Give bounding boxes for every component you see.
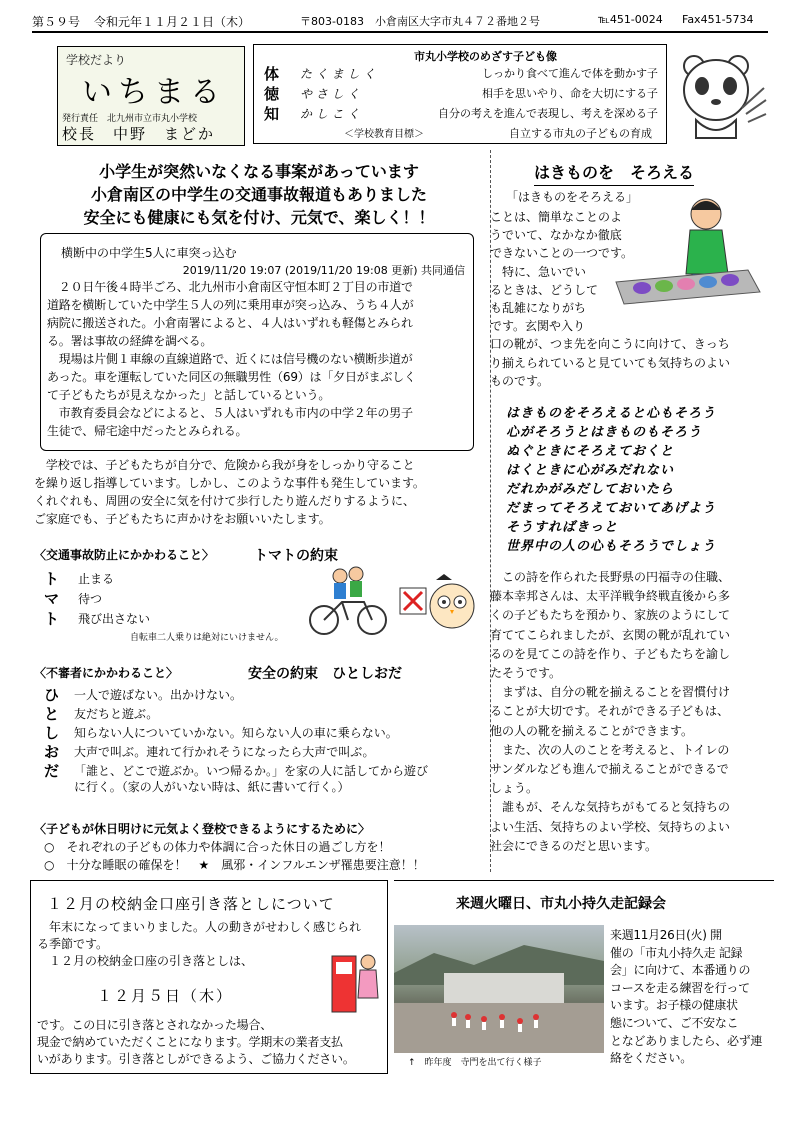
vision-word: か し こ く [300,107,360,121]
tomato-key: マ [44,590,60,608]
hakimono-commentary [490,568,772,856]
marathon-line: 催の「市丸小持久走 記録 [610,945,743,960]
school-message [34,456,480,528]
anzen-value: 一人で遊ばない。出かけない。 [74,688,243,702]
headline-line-2: 小倉南区の中学生の交通事故報道もありました [90,185,427,204]
main-headline [36,160,482,229]
intro-line: 特に、急いでい [490,264,587,279]
payment-line: です。この日に引き落とされなかった場合、 [37,1018,273,1032]
commentary-line: たそうです。 [490,666,562,681]
holiday-label: 〈子どもが休日明けに元気よく登校できるようにするために〉 [34,822,371,836]
no-sign-icon [398,586,428,616]
news-byline: 2019/11/20 19:07 (2019/11/20 19:08 更新) 共同通信 [182,264,465,277]
commentary-line: 育ててこられましたが、玄関の靴が乱れてい [490,627,731,642]
tel-number: ℡451-0024 [598,13,663,26]
payment-line: 年末になってまいりました。人の動きがせわしく感じられ [37,920,362,934]
boy-arranging-shoes-icon [612,196,764,314]
photo-caption: ↑ 昨年度 寺門を出て行く様子 [408,1058,542,1068]
poem-line: だまってそろえておいてあげよう [506,501,717,516]
school-vision-box [253,44,667,144]
school-address: 〒803-0183 小倉南区大字市丸４７２番地２号 [300,15,540,28]
poem-line: ぬぐときにそろえておくと [506,444,675,459]
commentary-line: 藤本幸邦さんは、太平洋戦争終戦直後から多 [490,589,731,604]
vision-char: 知 [264,105,280,123]
news-line: あった。車を運転していた同区の無職男性（69）は「夕日がまぶしく [47,370,416,384]
school-goal: 自立する市丸の子どもの育成 [509,127,652,140]
intro-line: できないことの一つです。 [490,246,634,261]
hakimono-poem [506,404,776,556]
news-article-box [40,233,474,451]
holiday-section [34,820,484,876]
mascot-icon [676,48,768,144]
vision-desc: 自分の考えを進んで表現し、考えを深める子 [438,107,658,120]
owl-mascot-icon [426,572,478,632]
masthead-info [32,13,768,29]
anzen-key: だ [44,762,60,780]
marathon-title: 来週火曜日、市丸小持久走記録会 [456,896,666,912]
commentary-line: まずは、自分の靴を揃えることを習慣付け [490,685,731,700]
tomato-note: 自転車二人乗りは絶対にいけません。 [130,633,284,643]
poem-line: はくときに心がみだれない [506,463,675,478]
safety-promise-section [34,664,484,820]
commentary-line: 他の人の靴を揃えることができます。 [490,723,694,738]
intro-line: ものです。 [490,373,550,388]
anzen-cont: に行く。（家の人がいない時は、紙に書いて行く。） [74,780,350,794]
tomato-key: ト [44,570,60,588]
headline-line-3: 安全にも健康にも気を付け、元気で、楽しく！！ [83,208,435,227]
marathon-line: 会」に向けて、本番通りの [610,963,751,978]
tomato-label: 〈交通事故防止にかかわること〉 [34,548,215,562]
vision-heading: 市丸小学校のめざす子ども像 [414,50,557,63]
news-line: る。署は事故の経緯を調べる。 [47,334,213,348]
holiday-line-2: ○ 十分な睡眠の確保を！ ★ 風邪・インフルエンザ罹患要注意！！ [44,858,425,872]
marathon-line: となどありましたら、必ず連 [610,1033,763,1048]
principal-name: 校長 中野 まどか [62,125,216,143]
news-line: 市教育委員会などによると、５人はいずれも市内の中学２年の男子 [47,406,413,420]
anzen-key: し [44,724,60,742]
newsletter-title-box [57,46,245,146]
holiday-line-1: ○ それぞれの子どもの体力や体調に合った休日の過ごし方を！ [44,840,391,854]
commentary-line: サンダルなども進んで揃えることができるで [490,762,729,777]
message-line: 学校では、子どもたちが自分で、危険から我が身をしっかり守ること [34,458,415,472]
runners-photo [394,925,604,1053]
intro-line: り揃えられていると見ていても気持ちのよい [490,355,731,370]
title-kicker: 学校だより [66,53,127,67]
payment-date: １２月５日（木） [97,987,234,1005]
commentary-line: くの子どもたちを預かり、家族のようにして [490,608,731,623]
anzen-value: 友だちと遊ぶ。 [74,707,159,721]
fax-number: Fax451-5734 [682,13,754,26]
poem-line: だれかがみだしておいたら [506,482,675,497]
commentary-line: よい生活、気持ちのよい学校、気持ちのよい [490,819,731,834]
intro-line: も乱雑になりがち [490,301,587,316]
issue-date: 令和元年１１月２１日（木） [94,15,251,29]
news-line: ２０日午後４時半ごろ、北九州市小倉南区守恒本町２丁目の市道で [47,280,413,294]
tomato-value: 飛び出さない [78,612,151,626]
vision-word: や さ し く [300,87,360,101]
intro-line: 口の靴が、つま先を向こうに向けて、きっち [490,337,730,352]
commentary-line: るのを見てこの詩を作り、子どもたちを諭し [490,646,731,661]
poem-line: はきものをそろえると心もそろう [506,406,717,421]
poem-line: そうすればきっと [506,520,619,535]
news-body [47,278,471,440]
payment-line: いがあります。引き落としができるよう、ご協力ください。 [37,1052,355,1066]
headline-line-1: 小学生が突然いなくなる事案があっています [99,162,419,181]
marathon-line: います。お子様の健康状 [610,998,738,1013]
anzen-key: と [44,705,60,723]
marathon-box [394,880,774,1073]
goal-label: ＜学校教育目標＞ [344,129,424,140]
vision-char: 体 [264,65,280,83]
tomato-key: ト [44,610,60,628]
publisher-label: 発行責任 北九州市立市丸小学校 [62,114,198,124]
news-line: 現場は片側１車線の直線道路で、近くには信号機のない横断歩道が [47,352,413,366]
news-title: 横断中の中学生5人に車突っ込む [61,246,237,260]
vision-word: た く ま し く [300,67,376,81]
vision-desc: しっかり食べて進んで体を動かす子 [482,67,658,80]
kids-on-bicycle-icon [306,566,390,638]
vision-desc: 相手を思いやり、命を大切にする子 [482,87,658,100]
tomato-value: 待つ [78,592,103,606]
newsletter-name: いちまる [82,75,226,110]
message-line: を繰り返し指導しています。しかし、このような事件も発生しています。 [34,476,425,490]
marathon-line: 態について、ご不安なこ [610,1015,739,1030]
anzen-key: お [44,743,60,761]
anzen-value: 大声で叫ぶ。連れて行かれそうになったら大声で叫ぶ。 [74,745,375,759]
hakimono-title: はきものを そろえる [534,160,694,186]
tomato-value: 止まる [78,572,115,586]
atm-icon [330,950,382,1014]
commentary-line: しょう。 [490,781,539,796]
intro-line: ことは、簡単なことのよ [490,210,623,224]
anzen-key: ひ [44,686,60,704]
news-line: て子どもたちが見えなかった」と話しているという。 [47,388,331,402]
anzen-value: 知らない人についていかない。知らない人の車に乗らない。 [74,726,398,740]
anzen-value: 「誰と、どこで遊ぶか。いつ帰るか。」を家の人に話してから遊び [74,764,429,778]
vision-char: 徳 [264,85,280,103]
intro-line: うでいて、なかなか徹底 [490,228,622,243]
hakimono-quote: 「はきものをそろえる」 [506,190,639,204]
tomato-title: トマトの約束 [254,548,338,564]
payment-line: 現金で納めていただくことになります。学期末の業者支払 [37,1035,343,1049]
header-rule [32,31,768,33]
anzen-label: 〈不審者にかかわること〉 [34,666,179,680]
message-line: くれぐれも、周囲の安全に気を付けて歩行したり遊んだりするように、 [34,494,415,508]
news-line: 病院に搬送された。小倉南署によると、４人はいずれも軽傷とみられ [47,316,413,330]
marathon-line: コースを走る練習を行って [610,980,750,995]
commentary-line: また、次の人のことを考えると、トイレの [490,742,730,757]
commentary-line: 社会にできるのだと思います。 [490,838,658,853]
intro-line: るときは、どうして [490,282,599,297]
marathon-line: 来週11月26日(火) 開 [610,928,722,942]
commentary-line: この詩を作られた長野県の円福寺の住職、 [490,570,731,584]
poem-line: 世界中の人の心もそろうでしょう [506,539,717,554]
message-line: ご家庭でも、子どもたちに声かけをお願いいたします。 [34,512,331,526]
poem-line: 心がそろうとはきものもそろう [506,425,703,440]
payment-line: １２月の校納金口座の引き落としは、 [37,954,254,968]
marathon-line: 絡をください。 [610,1051,692,1066]
payment-line: る季節です。 [37,937,109,951]
commentary-line: 誰もが、そんな気持ちがもてると気持ちの [490,800,731,815]
intro-line: です。玄関や入り [490,319,586,334]
anzen-title: 安全の約束 ひとしおだ [248,666,402,682]
issue-number: 第５９号 [32,15,81,29]
news-line: 道路を横断していた中学生５人の列に乗用車が突っ込み、うち４人が [47,298,414,312]
payment-title: １２月の校納金口座引き落としについて [47,895,335,913]
commentary-line: ることが大切です。それができる子どもは、 [490,704,730,719]
news-line: 生徒で、帰宅途中だったとみられる。 [47,424,248,438]
